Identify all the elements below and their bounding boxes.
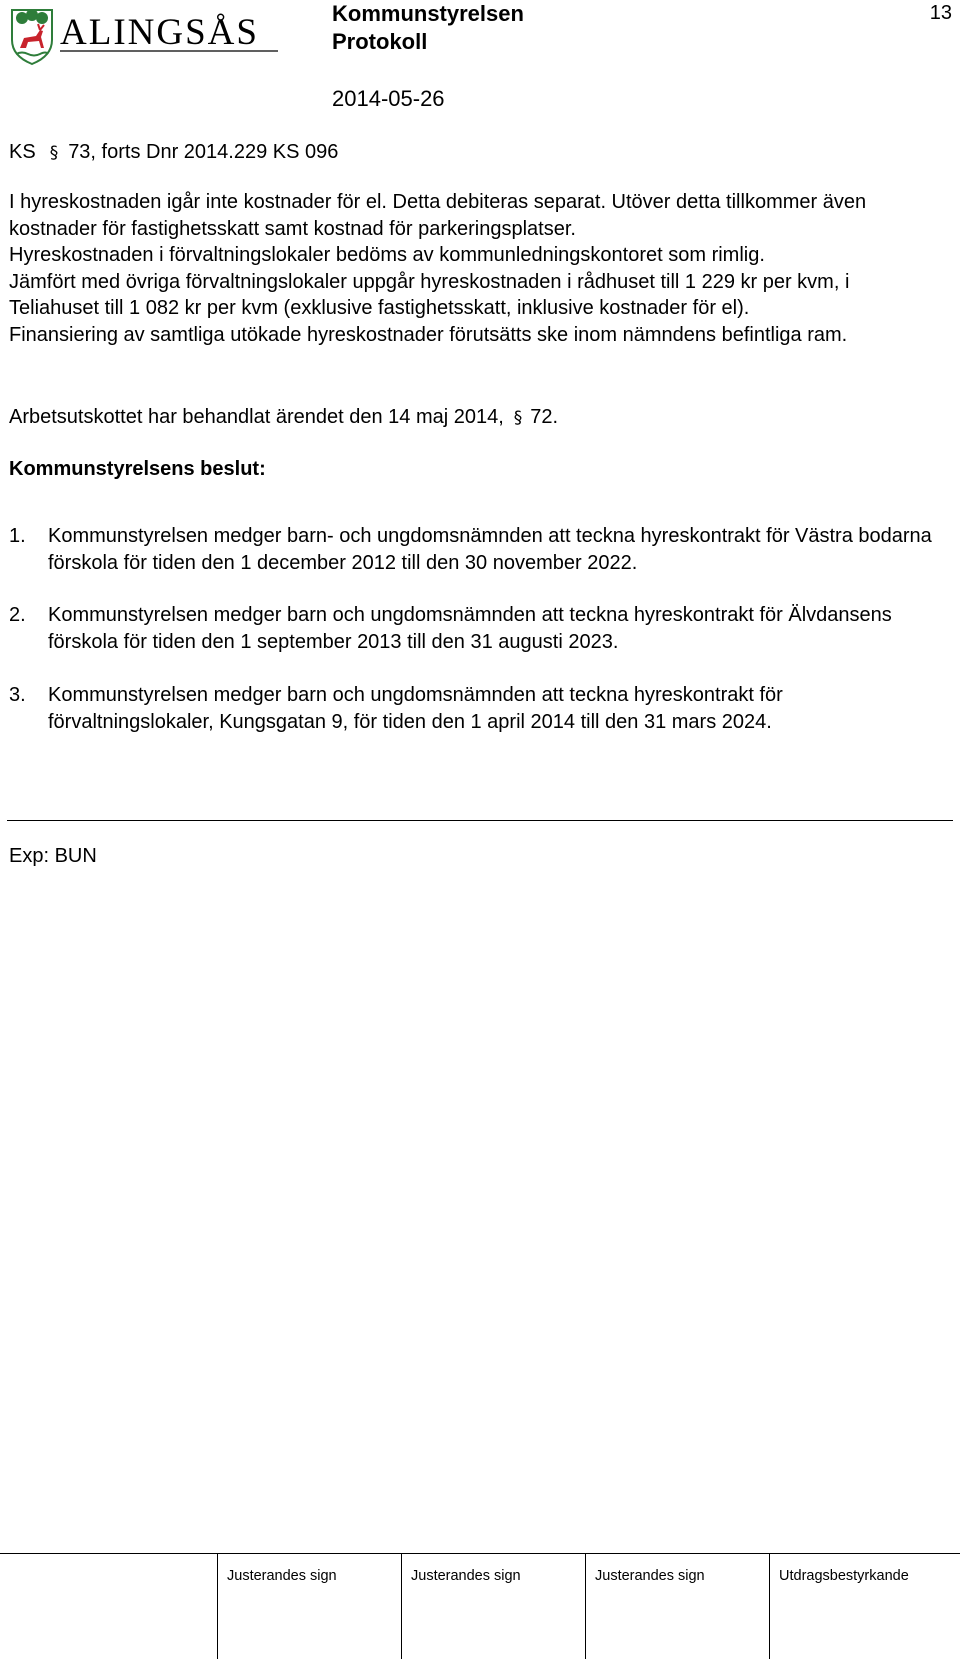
extract-certification-cell: Utdragsbestyrkande [769, 1553, 960, 1659]
section-sign: § [513, 408, 523, 428]
decision-item-number: 3. [9, 684, 26, 706]
adjuster-signature-cell: Justerandes sign [217, 1553, 401, 1659]
decision-item-text: Kommunstyrelsen medger barn och ungdomsnämnden att teckna hyreskontrakt för förvaltningslokaler, Kungsgatan 9, för tiden den 1 april 2014 till den 31 mars 2024. [48, 684, 783, 733]
organization-title: Kommunstyrelsen [332, 1, 524, 26]
adjuster-signature-cell: Justerandes sign [401, 1553, 585, 1659]
au-line-section: 72. [530, 406, 559, 428]
body-paragraph: Jämfört med övriga förvaltningslokaler uppgår hyreskostnaden i rådhuset till 1 229 kr per kvm, i Teliahuset till 1 082 kr per kvm (exklusive fastighetsskatt, inklusive kostnader för el). [9, 270, 850, 319]
body-paragraph: I hyreskostnaden igår inte kostnader för el. Detta debiteras separat. Utöver detta tillkommer även kostnader för fastighetsskatt samt kostnad för parkeringsplatser. [9, 191, 867, 240]
adjuster-signature-cell: Justerandes sign [585, 1553, 769, 1659]
body-paragraph: Hyreskostnaden i förvaltningslokaler bedöms av kommunledningskontoret som rimlig. [9, 244, 765, 266]
decision-item-number: 1. [9, 525, 26, 547]
decision-item-number: 2. [9, 604, 26, 626]
body-text [9, 189, 944, 348]
page-number: 13 [929, 2, 952, 24]
working-committee-line [9, 404, 944, 432]
document-date: 2014-05-26 [332, 86, 445, 111]
reference-prefix: KS [9, 141, 36, 163]
document-type: Protokoll [332, 29, 428, 54]
au-line-text: Arbetsutskottet har behandlat ärendet den 14 maj 2014, [9, 406, 504, 428]
decision-item [9, 682, 944, 735]
decision-heading: Kommunstyrelsens beslut: [9, 458, 266, 480]
coat-of-arms-icon [8, 4, 298, 68]
expedition-note: Exp: BUN [9, 845, 97, 867]
decision-item-text: Kommunstyrelsen medger barn- och ungdomsnämnden att teckna hyreskontrakt för Västra bodarna förskola för tiden den 1 december 2012 till den 30 november 2022. [48, 525, 932, 574]
body-paragraph: Finansiering av samtliga utökade hyreskostnader förutsätts ske inom nämndens befintliga ram. [9, 323, 848, 346]
municipality-logo [8, 4, 298, 68]
decision-item [9, 602, 944, 655]
decision-item-text: Kommunstyrelsen medger barn och ungdomsnämnden att teckna hyreskontrakt för Älvdansens förskola för tiden den 1 september 2013 till den 31 augusti 2023. [48, 604, 892, 653]
case-reference [9, 140, 338, 165]
reference-text: 73, forts Dnr 2014.229 KS 096 [68, 141, 339, 163]
decision-item [9, 523, 944, 576]
section-sign: § [49, 143, 59, 163]
logo-wordmark: ALINGSÅS [60, 12, 259, 53]
section-divider [7, 820, 953, 821]
